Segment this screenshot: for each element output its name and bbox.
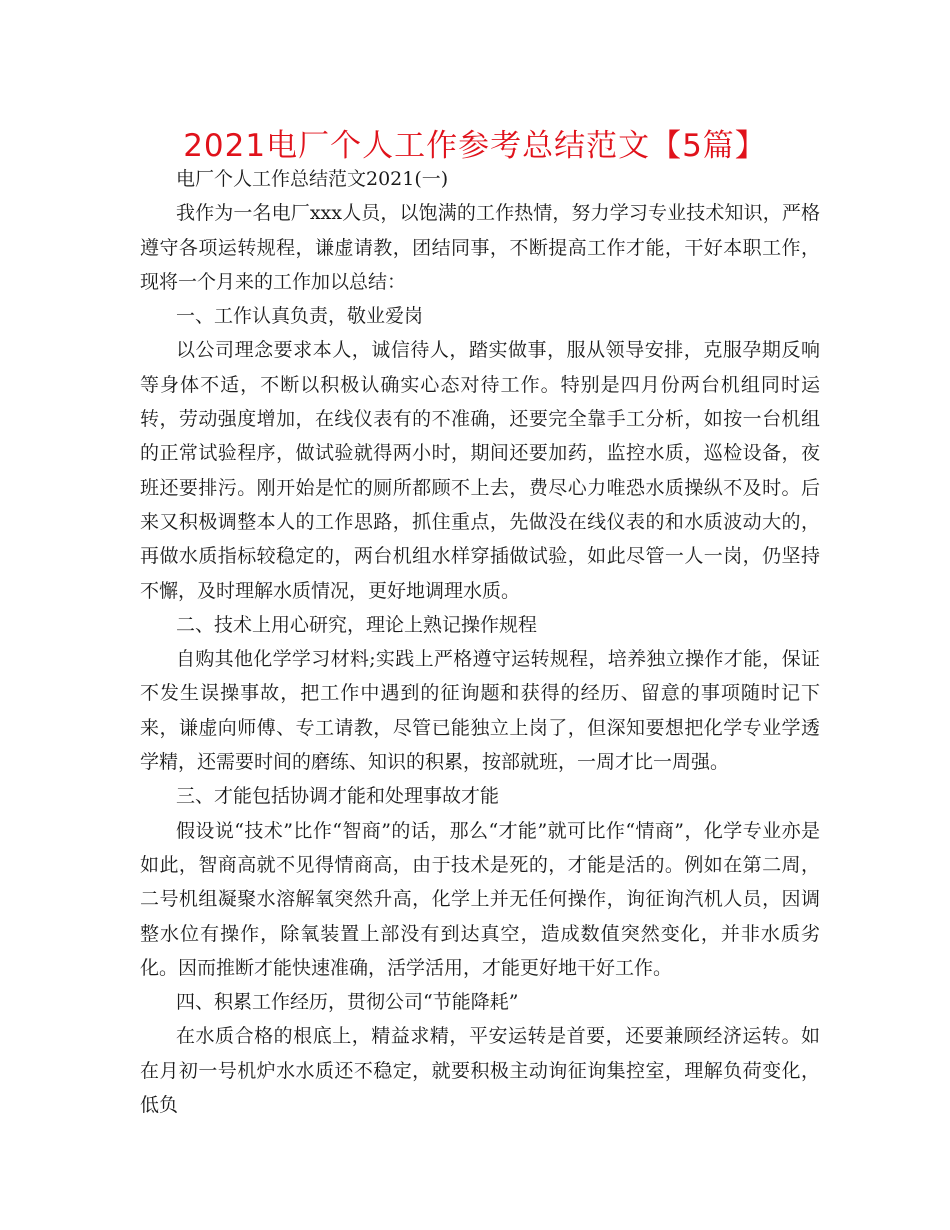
section-heading-1: 电厂个人工作总结范文2021(一) [176, 168, 449, 190]
document-body [140, 162, 820, 1122]
paragraph-1: 以公司理念要求本人，诚信待人，踏实做事，服从领导安排，克服孕期反响等身体不适，不断以积极认确实心态对待工作。特别是四月份两台机组同时运转，劳动强度增加，在线仪表有的不准确，还要完全靠手工分析，如按一台机组的正常试验程序，做试验就得两小时，期间还要加药，监控水质，巡检设备，夜班还要排污。刚开始是忙的厕所都顾不上去，费尽心力唯恐水质操纵不及时。后来又积极调整本人的工作思路，抓住重点，先做没在线仪表的和水质波动大的，再做水质指标较稳定的，两台机组水样穿插做试验，如此尽管一人一岗，仍坚持不懈，及时理解水质情况，更好地调理水质。 [140, 339, 820, 602]
document-title: 2021电厂个人工作参考总结范文【5篇】 [183, 128, 767, 164]
section-heading-4: 三、才能包括协调才能和处理事故才能 [176, 785, 500, 808]
paragraph-2: 自购其他化学学习材料;实践上严格遵守运转规程，培养独立操作才能，保证不发生误操事故，把工作中遇到的征询题和获得的经历、留意的事项随时记下来，谦虚向师傅、专工请教，尽管已能独立上岗了，但深知要想把化学专业学透学精，还需要时间的磨练、知识的积累，按部就班，一周才比一周强。 [140, 648, 820, 774]
section-heading-3: 二、技术上用心研究，理论上熟记操作规程 [176, 613, 538, 636]
section-heading-5: 四、积累工作经历，贯彻公司“节能降耗” [176, 991, 519, 1014]
paragraph-4: 在水质合格的根底上，精益求精，平安运转是首要，还要兼顾经济运转。如在月初一号机炉水水质还不稳定，就要积极主动询征询集控室，理解负荷变化，低负 [140, 1025, 820, 1117]
section-heading-2: 一、工作认真负责，敬业爱岗 [176, 305, 424, 328]
paragraph-intro: 我作为一名电厂xxx人员，以饱满的工作热情，努力学习专业技术知识，严格遵守各项运转规程，谦虚请教，团结同事，不断提高工作才能，干好本职工作，现将一个月来的工作加以总结： [140, 202, 820, 293]
paragraph-3: 假设说“技术”比作“智商”的话，那么“才能”就可比作“情商”，化学专业亦是如此，智商高就不见得情商高，由于技术是死的，才能是活的。例如在第二周，二号机组凝聚水溶解氧突然升高，化学上并无任何操作，询征询汽机人员，因调整水位有操作，除氧装置上部没有到达真空，造成数值突然变化，并非水质劣化。因而推断才能快速准确，活学活用，才能更好地干好工作。 [140, 819, 820, 979]
